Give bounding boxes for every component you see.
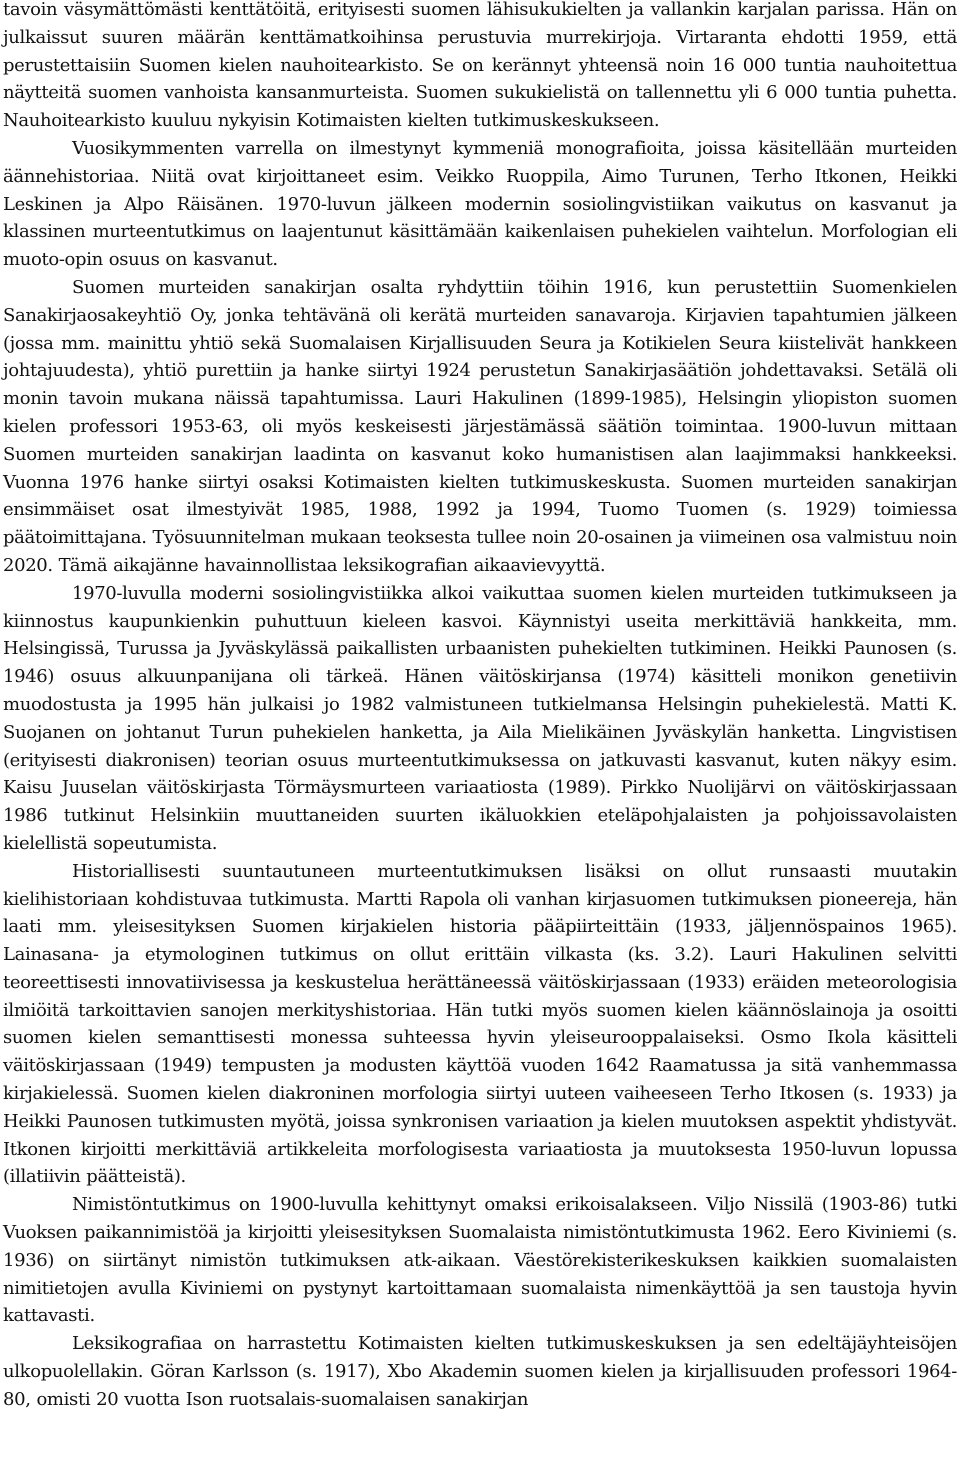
paragraph-4: 1970-luvulla moderni sosiolingvistiikka alkoi vaikuttaa suomen kielen murteiden tutkimukseen ja kiinnostus kaupunkienkin puhuttuun kieleen kasvoi. Käynnistyi useita merkittäviä hankkeita, mm. Helsingissä, Turussa ja Jyväskylässä paikallisten urbaanisten puhekielten tutkiminen. Heikki Paunosen (s. 1946) osuus alkuunpanijana oli tärkeä. Hänen väitöskirjansa (1974) käsitteli monikon genetiivin muodostusta ja 1995 hän julkaisi jo 1982 valmistuneen tutkielmansa Helsingin puhekielestä. Matti K. Suojanen on johtanut Turun puhekielen hanketta, ja Aila Mielikäinen Jyväskylän hanketta. Lingvistisen (erityisesti diakronisen) teorian osuus murteentutkimuksessa on jatkuvasti kasvanut, kuten näkyy esim. Kaisu Juuselan väitöskirjasta Törmäysmurteen variaatiosta (1989). Pirkko Nuolijärvi on väitöskirjassaan 1986 tutkinut Helsinkiin muuttaneiden suurten ikäluokkien eteläpohjalaisten ja pohjoissavolaisten kielellistä sopeutumista. <box>3 582 957 854</box>
paragraph-6: Nimistöntutkimus on 1900-luvulla kehittynyt omaksi erikoisalakseen. Viljo Nissilä (1903-86) tutki Vuoksen paikannimistöä ja kirjoitti yleisesityksen Suomalaista nimistöntutkimusta 1962. Eero Kiviniemi (s. 1936) on siirtänyt nimistön tutkimuksen atk-aikaan. Väestörekisterikeskuksen kaikkien suomalaisten nimitietojen avulla Kiviniemi on pystynyt kartoittamaan suomalaista nimenkäyttöä ja sen taustoja hyvin kattavasti. <box>3 1194 957 1327</box>
paragraph-1: tavoin väsymättömästi kenttätöitä, erityisesti suomen lähisukukielten ja vallankin karjalan parissa. Hän on julkaissut suuren määrän kenttämatkoihinsa perustuvia murrekirjoja. Virtaranta ehdotti 1959, että perustettaisiin Suomen kielen nauhoitearkisto. Se on kerännyt yhteensä noin 16 000 tuntia nauhoitettua näytteitä suomen vanhoista kansanmurteista. Suomen sukukielistä on tallennettu yli 6 000 tuntia puhetta. Nauhoitearkisto kuuluu nykyisin Kotimaisten kielten tutkimuskeskukseen. <box>3 0 957 132</box>
paragraph-7: Leksikografiaa on harrastettu Kotimaisten kielten tutkimuskeskuksen ja sen edeltäjäyhteisöjen ulkopuolellakin. Göran Karlsson (s. 1917), Xbo Akademin suomen kielen ja kirjallisuuden professori 1964-80, omisti 20 vuotta Ison ruotsalais-suomalaisen sanakirjan <box>3 1333 957 1410</box>
paragraph-3: Suomen murteiden sanakirjan osalta ryhdyttiin töihin 1916, kun perustettiin Suomenkielen Sanakirjaosakeyhtiö Oy, jonka tehtävänä oli kerätä murteiden sanavaroja. Kirjavien tapahtumien jälkeen (jossa mm. mainittu yhtiö sekä Suomalaisen Kirjallisuuden Seura ja Kotikielen Seura kiistelivät hankkeen johtajuudesta), yhtiö purettiin ja hanke siirtyi 1924 perustetun Sanakirjasäätiön johdettavaksi. Setälä oli monin tavoin mukana näissä tapahtumissa. Lauri Hakulinen (1899-1985), Helsingin yliopiston suomen kielen professori 1953-63, oli myös keskeisesti järjestämässä säätiön toimintaa. 1900-luvun mittaan Suomen murteiden sanakirjan laadinta on kasvanut koko humanistisen alan laajimmaksi hankkeeksi. Vuonna 1976 hanke siirtyi osaksi Kotimaisten kielten tutkimuskeskusta. Suomen murteiden sanakirjan ensimmäiset osat ilmestyivät 1985, 1988, 1992 ja 1994, Tuomo Tuomen (s. 1929) toimiessa päätoimittajana. Työsuunnitelman mukaan teoksesta tullee noin 20-osainen ja viimeinen osa valmistuu noin 2020. Tämä aikajänne havainnollistaa leksikografian aikaavievyyttä. <box>3 276 957 576</box>
paragraph-2: Vuosikymmenten varrella on ilmestynyt kymmeniä monografioita, joissa käsitellään murteiden äännehistoriaa. Niitä ovat kirjoittaneet esim. Veikko Ruoppila, Aimo Turunen, Terho Itkonen, Heikki Leskinen ja Alpo Räisänen. 1970-luvun jälkeen modernin sosiolingvistiikan vaikutus on kasvanut ja klassinen murteentutkimus on laajentunut käsittämään kaikenlaisen puhekielen vaihtelun. Morfologian eli muoto-opin osuus on kasvanut. <box>3 137 957 271</box>
paragraph-5: Historiallisesti suuntautuneen murteentutkimuksen lisäksi on ollut runsaasti muutakin kielihistoriaan kohdistuvaa tutkimusta. Martti Rapola oli vanhan kirjasuomen tutkimuksen pioneereja, hän laati mm. yleisesityksen Suomen kirjakielen historia pääpiirteittäin (1933, jäljennöspainos 1965). Lainasana- ja etymologinen tutkimus on ollut erittäin vilkasta (ks. 3.2). Lauri Hakulinen selvitti teoreettisesti innovatiivisessa ja keskustelua herättäneessä väitöskirjassaan (1933) eräiden meteorologisia ilmiöitä tarkoittavien sanojen merkityshistoriaa. Hän tutki myös suomen kielen käännöslainoja ja osoitti suomen kielen semanttisesti monessa suhteessa hyvin yleiseurooppalaiseksi. Osmo Ikola käsitteli väitöskirjassaan (1949) tempusten ja modusten käyttöä vuoden 1642 Raamatussa ja sitä vanhemmassa kirjakielessä. Suomen kielen diakroninen morfologia siirtyi uuteen vaiheeseen Terho Itkosen (s. 1933) ja Heikki Paunosen tutkimusten myötä, joissa synkronisen variaation ja kielen muutoksen aspektit yhdistyvät. Itkonen kirjoitti merkittäviä artikkeleita morfologisesta variaatiosta ja muutoksesta 1950-luvun lopussa (illatiivin päätteistä). <box>3 860 957 1188</box>
